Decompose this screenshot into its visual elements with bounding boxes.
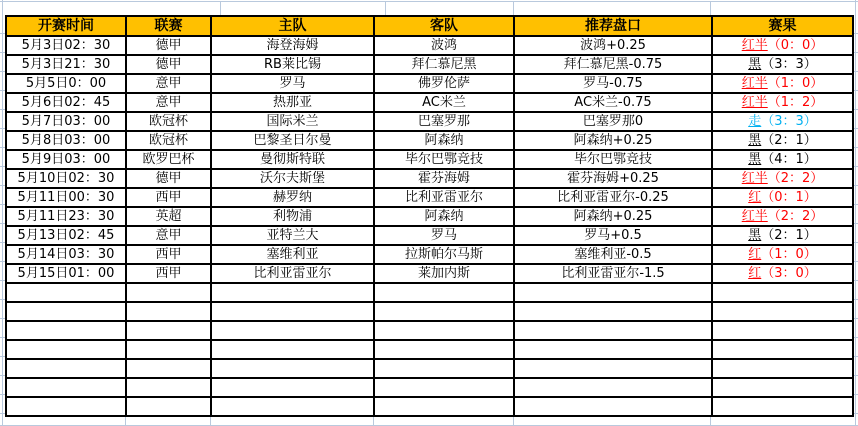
result-word: 红 (748, 266, 762, 281)
table-row (6, 207, 853, 226)
cell-empty[interactable] (6, 378, 126, 397)
gridline-top-horizontal (0, 1, 858, 2)
empty-row (6, 359, 853, 378)
cell-handicap[interactable]: 阿森纳+0.25 (514, 207, 712, 226)
cell-handicap[interactable]: 波鸿+0.25 (514, 36, 712, 55)
result-word: 红半 (741, 95, 768, 110)
result-word: 红 (748, 247, 762, 262)
cell-empty[interactable] (514, 378, 712, 397)
cell-empty[interactable] (126, 340, 211, 359)
cell-empty[interactable] (211, 397, 374, 416)
result-score: （1：0） (767, 76, 824, 91)
header-cell-away[interactable]: 客队 (374, 16, 514, 36)
cell-handicap[interactable]: 罗马-0.75 (514, 74, 712, 93)
matches-table (5, 15, 854, 417)
cell-result[interactable] (712, 245, 853, 264)
result-word: 红半 (741, 209, 768, 224)
cell-empty[interactable] (211, 340, 374, 359)
cell-league[interactable]: 欧罗巴杯 (126, 150, 211, 169)
result-score: （3：0） (761, 266, 817, 281)
cell-result[interactable] (712, 74, 853, 93)
cell-time[interactable]: 5月13日02：45 (6, 226, 126, 245)
cell-result[interactable] (712, 169, 853, 188)
cell-away[interactable]: 罗马 (374, 226, 514, 245)
cell-handicap[interactable]: 比利亚雷亚尔-1.5 (514, 264, 712, 283)
cell-time[interactable]: 5月9日03：00 (6, 150, 126, 169)
cell-empty[interactable] (514, 397, 712, 416)
cell-result[interactable] (712, 226, 853, 245)
result-word: 红半 (741, 171, 768, 186)
result-score: （0：0） (767, 38, 824, 53)
cell-league[interactable]: 欧冠杯 (126, 112, 211, 131)
table-row (6, 74, 853, 93)
cell-empty[interactable] (6, 321, 126, 340)
gridline-bottom-v4 (513, 416, 514, 426)
cell-empty[interactable] (6, 359, 126, 378)
result-word: 黑 (748, 133, 762, 148)
cell-result[interactable] (712, 55, 853, 74)
cell-handicap[interactable]: 巴塞罗那0 (514, 112, 712, 131)
cell-empty[interactable] (126, 321, 211, 340)
cell-home[interactable]: 巴黎圣日尔曼 (211, 131, 374, 150)
table-row (6, 264, 853, 283)
cell-home[interactable]: 海登海姆 (211, 36, 374, 55)
cell-league[interactable]: 西甲 (126, 188, 211, 207)
gridline-bottom-v5 (710, 416, 711, 426)
header-cell-result[interactable]: 赛果 (712, 16, 853, 36)
cell-home[interactable]: 塞维利亚 (211, 245, 374, 264)
cell-league[interactable]: 德甲 (126, 36, 211, 55)
cell-home[interactable]: 沃尔夫斯堡 (211, 169, 374, 188)
empty-row (6, 378, 853, 397)
cell-handicap[interactable]: 塞维利亚-0.5 (514, 245, 712, 264)
cell-empty[interactable] (374, 378, 514, 397)
cell-time[interactable]: 5月10日02：30 (6, 169, 126, 188)
header-row (6, 16, 853, 36)
cell-empty[interactable] (712, 283, 853, 302)
cell-time[interactable]: 5月7日03：00 (6, 112, 126, 131)
result-score: （1：0） (761, 247, 817, 262)
cell-time[interactable]: 5月8日03：00 (6, 131, 126, 150)
cell-away[interactable]: 拉斯帕尔马斯 (374, 245, 514, 264)
cell-league[interactable]: 意甲 (126, 93, 211, 112)
cell-home[interactable]: RB莱比锡 (211, 55, 374, 74)
cell-empty[interactable] (712, 378, 853, 397)
cell-result[interactable] (712, 36, 853, 55)
empty-row (6, 283, 853, 302)
cell-time[interactable]: 5月3日21：30 (6, 55, 126, 74)
cell-time[interactable]: 5月6日02：45 (6, 93, 126, 112)
cell-result[interactable] (712, 131, 853, 150)
cell-empty[interactable] (126, 302, 211, 321)
cell-away[interactable]: 巴塞罗那 (374, 112, 514, 131)
cell-handicap[interactable]: 罗马+0.5 (514, 226, 712, 245)
cell-empty[interactable] (712, 397, 853, 416)
cell-result[interactable] (712, 93, 853, 112)
cell-empty[interactable] (6, 302, 126, 321)
cell-away[interactable]: 莱加内斯 (374, 264, 514, 283)
cell-home[interactable]: 赫罗纳 (211, 188, 374, 207)
cell-empty[interactable] (126, 359, 211, 378)
cell-home[interactable]: 比利亚雷亚尔 (211, 264, 374, 283)
result-score: （1：2） (767, 95, 824, 110)
cell-away[interactable]: 阿森纳 (374, 207, 514, 226)
cell-league[interactable]: 西甲 (126, 264, 211, 283)
gridline-bottom-v3 (373, 416, 374, 426)
cell-empty[interactable] (514, 302, 712, 321)
cell-empty[interactable] (374, 397, 514, 416)
cell-empty[interactable] (211, 283, 374, 302)
gridline-bottom-v2 (210, 416, 211, 426)
cell-empty[interactable] (374, 359, 514, 378)
table-row (6, 131, 853, 150)
cell-empty[interactable] (126, 397, 211, 416)
header-cell-time[interactable]: 开赛时间 (6, 16, 126, 36)
cell-league[interactable]: 德甲 (126, 55, 211, 74)
cell-home[interactable]: 热那亚 (211, 93, 374, 112)
cell-league[interactable]: 意甲 (126, 74, 211, 93)
table-row (6, 226, 853, 245)
table-row (6, 245, 853, 264)
result-word: 黑 (748, 228, 762, 243)
gridline-top-v4 (710, 2, 711, 15)
result-score: （2：1） (761, 133, 817, 148)
result-score: （4：1） (761, 152, 817, 167)
cell-time[interactable]: 5月15日01：00 (6, 264, 126, 283)
gridline-top-v2 (385, 2, 386, 15)
table-row (6, 55, 853, 74)
cell-empty[interactable] (712, 302, 853, 321)
result-score: （2：2） (767, 209, 824, 224)
cell-away[interactable]: 波鸿 (374, 36, 514, 55)
cell-result[interactable] (712, 112, 853, 131)
cell-empty[interactable] (211, 321, 374, 340)
cell-result[interactable] (712, 150, 853, 169)
cell-handicap[interactable]: 毕尔巴鄂竞技 (514, 150, 712, 169)
gridline-top-v1 (220, 2, 221, 15)
cell-league[interactable]: 德甲 (126, 169, 211, 188)
cell-time[interactable]: 5月11日23：30 (6, 207, 126, 226)
cell-home[interactable]: 罗马 (211, 74, 374, 93)
result-word: 红 (748, 190, 762, 205)
header-cell-handicap[interactable]: 推荐盘口 (514, 16, 712, 36)
cell-away[interactable]: 佛罗伦萨 (374, 74, 514, 93)
empty-row (6, 302, 853, 321)
cell-empty[interactable] (6, 283, 126, 302)
cell-home[interactable]: 亚特兰大 (211, 226, 374, 245)
cell-empty[interactable] (514, 340, 712, 359)
table-row (6, 169, 853, 188)
result-word: 红半 (741, 38, 768, 53)
table-row (6, 36, 853, 55)
cell-away[interactable]: 霍芬海姆 (374, 169, 514, 188)
result-score: （3：3） (761, 114, 817, 129)
cell-time[interactable]: 5月3日02：30 (6, 36, 126, 55)
cell-handicap[interactable]: 阿森纳+0.25 (514, 131, 712, 150)
table-row (6, 112, 853, 131)
cell-away[interactable]: 毕尔巴鄂竞技 (374, 150, 514, 169)
cell-empty[interactable] (712, 340, 853, 359)
cell-empty[interactable] (374, 321, 514, 340)
header-cell-league[interactable]: 联赛 (126, 16, 211, 36)
table-row (6, 150, 853, 169)
cell-result[interactable] (712, 264, 853, 283)
cell-time[interactable]: 5月11日00：30 (6, 188, 126, 207)
result-word: 红半 (741, 76, 768, 91)
cell-away[interactable]: 阿森纳 (374, 131, 514, 150)
empty-row (6, 340, 853, 359)
gridline-bottom-v1 (125, 416, 126, 426)
cell-home[interactable]: 曼彻斯特联 (211, 150, 374, 169)
cell-home[interactable]: 利物浦 (211, 207, 374, 226)
cell-empty[interactable] (514, 321, 712, 340)
table-row (6, 93, 853, 112)
cell-result[interactable] (712, 188, 853, 207)
cell-empty[interactable] (374, 283, 514, 302)
cell-empty[interactable] (6, 340, 126, 359)
empty-row (6, 321, 853, 340)
cell-result[interactable] (712, 207, 853, 226)
cell-empty[interactable] (126, 378, 211, 397)
cell-empty[interactable] (211, 378, 374, 397)
cell-handicap[interactable]: 霍芬海姆+0.25 (514, 169, 712, 188)
cell-away[interactable]: AC米兰 (374, 93, 514, 112)
result-score: （3：3） (761, 57, 817, 72)
result-word: 走 (748, 114, 762, 129)
cell-handicap[interactable]: 比利亚雷亚尔-0.25 (514, 188, 712, 207)
table-row (6, 188, 853, 207)
cell-empty[interactable] (712, 359, 853, 378)
cell-league[interactable]: 欧冠杯 (126, 131, 211, 150)
cell-empty[interactable] (514, 283, 712, 302)
cell-time[interactable]: 5月14日03：30 (6, 245, 126, 264)
cell-away[interactable]: 比利亚雷亚尔 (374, 188, 514, 207)
result-word: 黑 (748, 57, 762, 72)
cell-handicap[interactable]: AC米兰-0.75 (514, 93, 712, 112)
cell-empty[interactable] (6, 397, 126, 416)
cell-home[interactable]: 国际米兰 (211, 112, 374, 131)
cell-empty[interactable] (126, 283, 211, 302)
cell-away[interactable]: 拜仁慕尼黑 (374, 55, 514, 74)
cell-empty[interactable] (374, 340, 514, 359)
cell-empty[interactable] (514, 359, 712, 378)
cell-league[interactable]: 英超 (126, 207, 211, 226)
cell-empty[interactable] (374, 302, 514, 321)
result-word: 黑 (748, 152, 762, 167)
cell-league[interactable]: 西甲 (126, 245, 211, 264)
result-score: （0：1） (761, 190, 817, 205)
cell-league[interactable]: 意甲 (126, 226, 211, 245)
cell-handicap[interactable]: 拜仁慕尼黑-0.75 (514, 55, 712, 74)
result-score: （2：2） (767, 171, 824, 186)
result-score: （2：1） (761, 228, 817, 243)
cell-empty[interactable] (211, 359, 374, 378)
gridline-top-v3 (513, 2, 514, 15)
cell-empty[interactable] (712, 321, 853, 340)
header-cell-home[interactable]: 主队 (211, 16, 374, 36)
cell-empty[interactable] (211, 302, 374, 321)
empty-row (6, 397, 853, 416)
cell-time[interactable]: 5月5日0：00 (6, 74, 126, 93)
